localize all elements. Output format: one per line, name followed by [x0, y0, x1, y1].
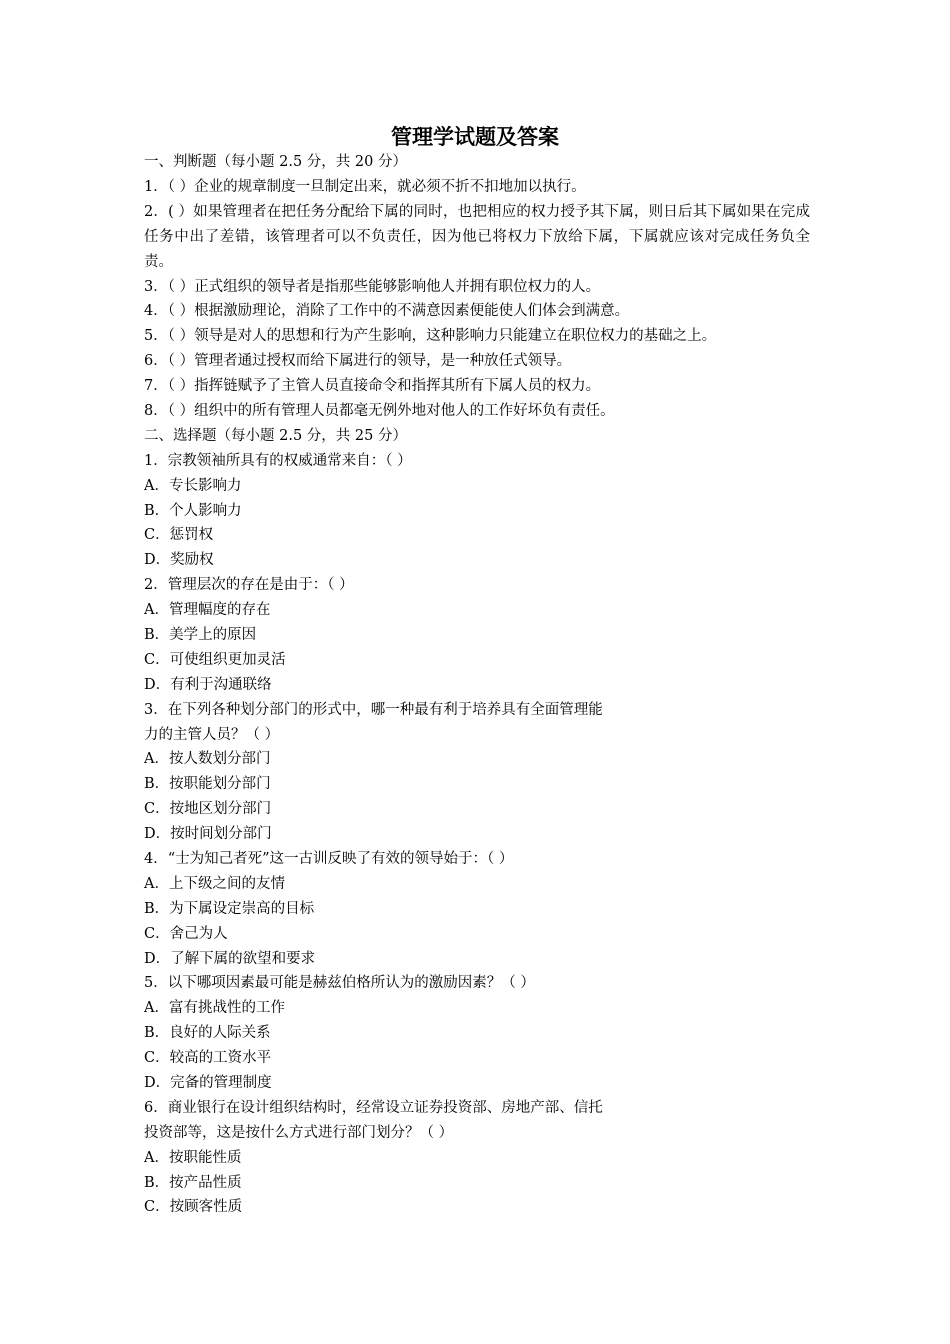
question-2-option-c: C．可使组织更加灵活	[144, 651, 286, 668]
question-4-option-c: C．舍己为人	[144, 925, 228, 942]
question-2-stem: 2．管理层次的存在是由于：（ ）	[144, 577, 354, 594]
question-4-option-a: A．上下级之间的友情	[144, 875, 285, 892]
question-2-option-b: B．美学上的原因	[144, 626, 257, 643]
question-6-stem-line-2: 投资部等，这是按什么方式进行部门划分？（ ）	[144, 1124, 454, 1141]
question-3-stem-line-1: 3．在下列各种划分部门的形式中，哪一种最有利于培养具有全面管理能	[144, 701, 603, 718]
judgment-item-2: 2．( ）如果管理者在把任务分配给下属的同时，也把相应的权力授予其下属，则日后其下属如果在完成任务中出了差错，该管理者可以不负责任，因为他已将权力下放给下属，下属就应该对完成任务负全责。	[144, 203, 810, 270]
section-heading-choice: 二、选择题（每小题 2.5 分，共 25 分）	[144, 427, 407, 444]
question-6-option-b: B．按产品性质	[144, 1174, 242, 1191]
judgment-item-7: 7．（ ）指挥链赋予了主管人员直接命令和指挥其所有下属人员的权力。	[144, 378, 601, 395]
question-6-stem-line-1: 6．商业银行在设计组织结构时，经常设立证券投资部、房地产部、信托	[144, 1099, 603, 1116]
page-title: 管理学试题及答案	[391, 124, 559, 149]
question-4-option-b: B．为下属设定崇高的目标	[144, 900, 315, 917]
document-body	[144, 150, 810, 1220]
question-1-stem: 1．宗教领袖所具有的权威通常来自：（ ）	[144, 452, 412, 469]
question-1-option-c: C．惩罚权	[144, 527, 214, 544]
question-6-option-c: C．按顾客性质	[144, 1199, 243, 1216]
judgment-item-8: 8．（ ）组织中的所有管理人员都毫无例外地对他人的工作好坏负有责任。	[144, 402, 615, 419]
judgment-item-5: 5．（ ）领导是对人的思想和行为产生影响，这种影响力只能建立在职位权力的基础之上。	[144, 328, 717, 345]
question-5-option-c: C．较高的工资水平	[144, 1050, 272, 1067]
question-5-option-b: B．良好的人际关系	[144, 1025, 271, 1042]
question-5-option-d: D．完备的管理制度	[144, 1075, 272, 1091]
question-3-stem-line-2: 力的主管人员？（ ）	[144, 726, 280, 743]
judgment-item-6: 6．（ ）管理者通过授权而给下属进行的领导，是一种放任式领导。	[144, 353, 572, 370]
question-3-option-d: D．按时间划分部门	[144, 826, 272, 843]
question-1-option-a: A．专长影响力	[144, 477, 242, 494]
judgment-item-4: 4．（ ）根据激励理论，消除了工作中的不满意因素便能使人们体会到满意。	[144, 303, 630, 320]
question-5-stem: 5．以下哪项因素最可能是赫兹伯格所认为的激励因素？（ ）	[144, 975, 535, 992]
question-3-option-a: A．按人数划分部门	[144, 751, 271, 768]
section-heading-judgment: 一、判断题（每小题 2.5 分，共 20 分）	[144, 154, 407, 170]
question-4-option-d: D．了解下属的欲望和要求	[144, 950, 316, 967]
judgment-item-3: 3．（ ）正式组织的领导者是指那些能够影响他人并拥有职位权力的人。	[144, 278, 601, 295]
judgment-item-1: 1．（ ）企业的规章制度一旦制定出来，就必须不折不扣地加以执行。	[144, 178, 586, 195]
question-2-option-a: A．管理幅度的存在	[144, 602, 271, 619]
question-4-stem: 4．“士为知己者死”这一古训反映了有效的领导始于：（ ）	[144, 850, 514, 867]
question-2-option-d: D．有利于沟通联络	[144, 676, 272, 693]
question-3-option-c: C．按地区划分部门	[144, 801, 272, 818]
question-3-option-b: B．按职能划分部门	[144, 776, 271, 793]
question-1-option-d: D．奖励权	[144, 552, 214, 569]
question-5-option-a: A．富有挑战性的工作	[144, 1000, 285, 1017]
question-1-option-b: B．个人影响力	[144, 502, 242, 519]
question-6-option-a: A．按职能性质	[144, 1149, 242, 1166]
